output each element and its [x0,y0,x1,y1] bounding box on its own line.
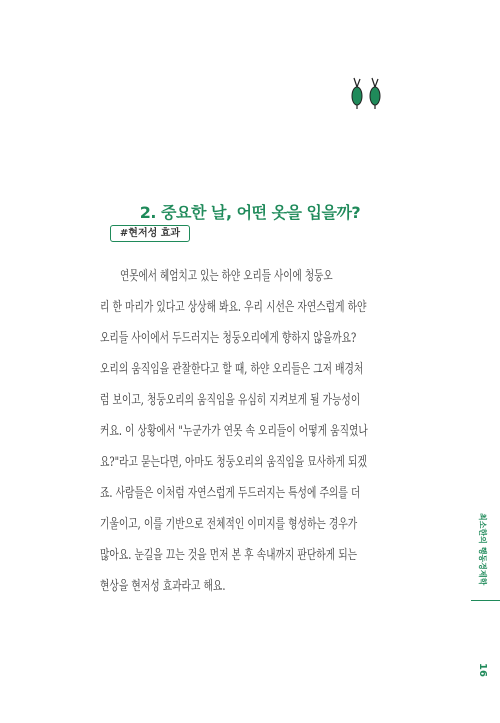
paragraph-line: 많아요. 눈길을 끄는 것을 먼저 본 후 속내까지 판단하게 되는 [100,548,358,563]
paragraph-line: 오리의 움직임을 관찰한다고 할 때, 하얀 오리들은 그저 배경처 [100,362,364,377]
book-title-tab: 최소한의 행동경제학 [478,512,487,586]
topic-tag: #현저성 효과 [110,225,190,242]
paragraph-line: 리 한 마리가 있다고 상상해 봐요. 우리 시선은 자연스럽게 하얀 [100,300,367,315]
tab-divider [471,600,500,601]
paragraph-line: 럼 보이고, 청둥오리의 움직임을 유심히 지켜보게 될 가능성이 [100,393,361,408]
paragraph-line: 요?"라고 묻는다면, 아마도 청둥오리의 움직임을 묘사하게 되겠 [100,455,367,470]
paragraph-line: 연못에서 헤엄치고 있는 하얀 오리들 사이에 청둥오 [120,269,333,284]
paragraph-line: 오리들 사이에서 두드러지는 청둥오리에게 향하지 않을까요? [100,331,357,346]
section-title: 2. 중요한 날, 어떤 옷을 입을까? [139,203,361,222]
paragraph-line: 현상을 현저성 효과라고 해요. [100,579,226,594]
paragraph-line: 커요. 이 상황에서 "누군가가 연못 속 오리들이 어떻게 움직였나 [100,424,368,439]
paragraph-line: 기울이고, 이를 기반으로 전체적인 이미지를 형성하는 경우가 [100,517,358,532]
sprout-icon [344,76,390,110]
page-number: 16 [477,663,488,677]
paragraph-line: 죠. 사람들은 이처럼 자연스럽게 두드러지는 특성에 주의를 더 [100,486,361,501]
